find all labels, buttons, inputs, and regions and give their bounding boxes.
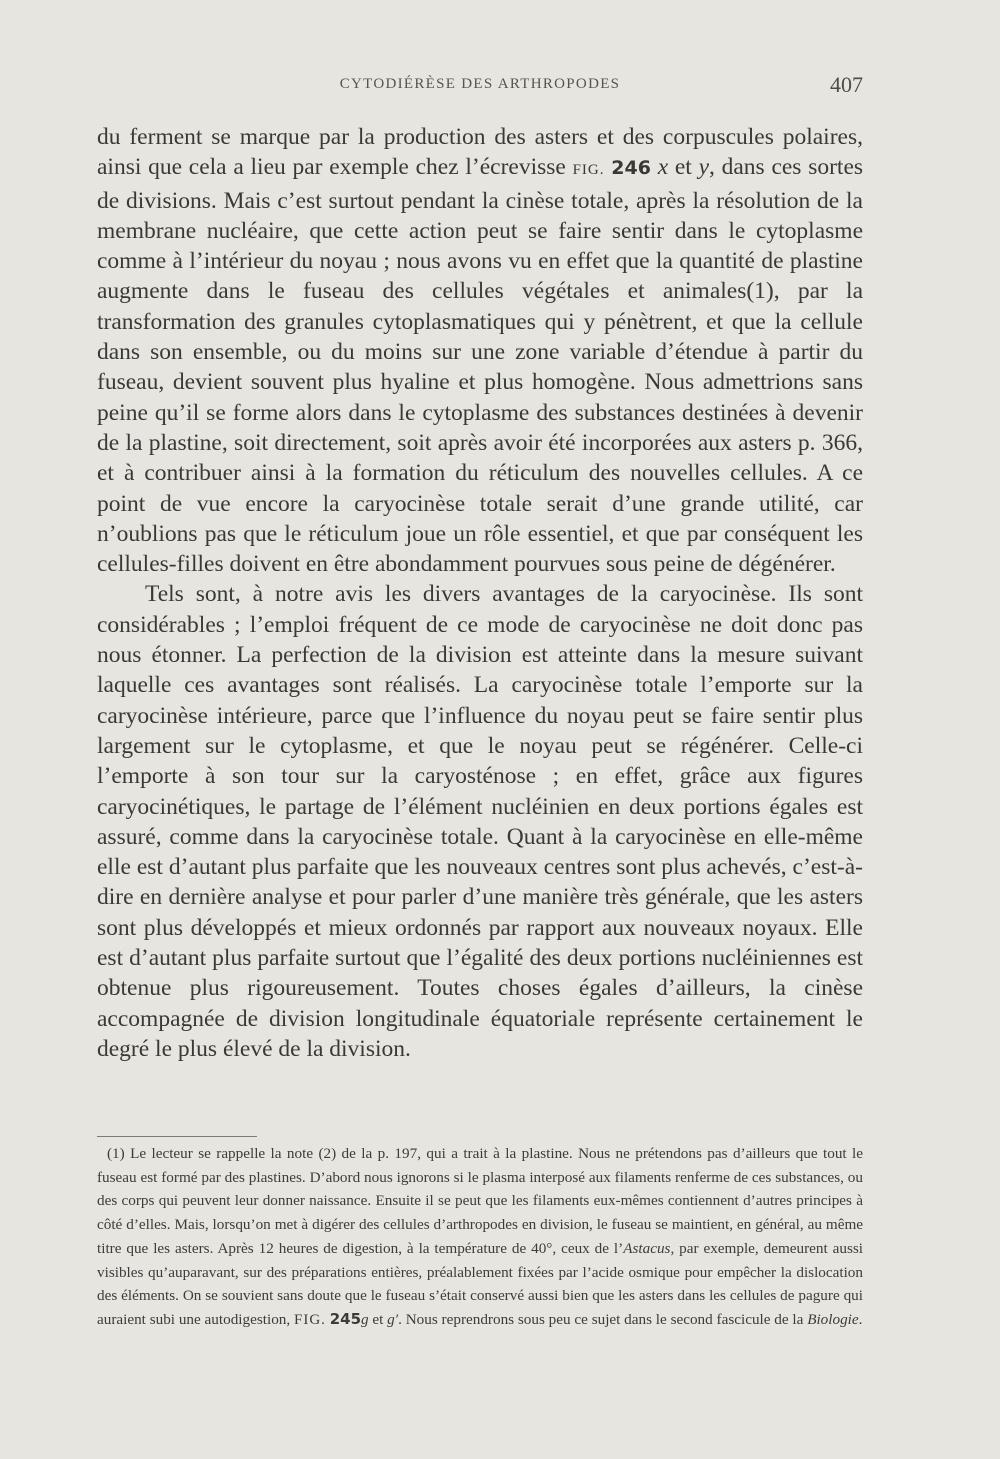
fn-biologie: Biologie (807, 1310, 859, 1328)
body-text (97, 122, 863, 1064)
footnote-1 (97, 1142, 863, 1333)
fig-part-y: y (698, 154, 710, 181)
paragraph-1 (97, 122, 863, 579)
fn-text-c: . Nous reprendrons sous peu ce sujet dans le second fascicule de la (398, 1310, 808, 1328)
fn-astacus: Astacus (623, 1239, 671, 1257)
fn-text-a: (1) Le lecteur se rappelle la note (2) de la p. 197, qui a trait à la plastine. Nous ne prétendons pas d’ailleurs que tout le fuseau est formé par des plastines. D’abord nous ignorons si le plasma interposé aux filaments renferme de ces substances, ou des corps qui peuvent leur donner naissance. Ensuite il se peut que les filaments eux-mêmes contiennent d’autres principes à côté d’elles. Mais, lorsqu’on met à digérer des cellules d’arthropodes en division, le fuseau se maintient, en général, au même titre que les asters. Après 12 heures de digestion, à la température de 40°, ceux de l’ (97, 1145, 863, 1257)
footnote (97, 1142, 863, 1333)
p1-text-b: , dans ces sortes de divisions. Mais c’est surtout pendant la cinèse totale, après la résolution de la membrane nucléaire, que cette action peut se faire sentir dans le cytoplasme comme à l’intérieur du noyau ; nous avons vu en effet que la quantité de plastine augmente dans le fuseau des cellules végétales et animales(1), par la transformation des granules cytoplasmatiques qui y pénètrent, et que la cellule dans son ensemble, ou du moins sur une zone variable d’étendue à partir du fuseau, devient souvent plus hyaline et plus homogène. Nous admettrions sans peine qu’il se forme alors dans le cytoplasme des substances destinées à devenir de la plastine, soit directement, soit après avoir été incorporées aux asters p. 366, et à contribuer ainsi à la formation du réticulum des nouvelles cellules. A ce point de vue encore la caryocinèse totale serait d’une grande utilité, car n’oublions pas que le réticulum joue un rôle essentiel, et que par conséquent les cellules-filles doivent en être abondamment pourvues sous peine de dégénérer. (97, 154, 864, 578)
footnote-rule (97, 1136, 257, 1137)
fig-part-x: x (657, 154, 669, 181)
fn-fig-g: g (361, 1310, 369, 1328)
fn-text-d: . (858, 1310, 863, 1328)
fn-et: et (368, 1310, 388, 1328)
fn-fig-g2: g′ (387, 1310, 399, 1328)
fn-fig-label: FIG. (293, 1311, 326, 1328)
running-head (97, 72, 863, 100)
page-number: 407 (830, 72, 863, 97)
p1-text-a: du ferment se marque par la production des asters et des corpuscules polaires, ainsi que cela a lieu par exemple chez l’écrevisse (97, 124, 863, 181)
p1-et: et (668, 154, 699, 181)
fig-number: 246 (611, 157, 651, 180)
fn-text-b: , par exemple, demeurent aussi visibles qu’auparavant, sur des préparations entières, préalablement fixées par l’acide osmique pour empêcher la dislocation des éléments. On se souvient sans doute que le fuseau s’était conservé aussi bien que les asters dans les cellules de pagure qui auraient subi une autodigestion, (97, 1239, 863, 1328)
fig-label: FIG. (572, 162, 605, 179)
paragraph-2: Tels sont, à notre avis les divers avantages de la caryocinèse. Ils sont considérables ; l’emploi fréquent de ce mode de caryocinèse ne doit donc pas nous étonner. La perfection de la division est atteinte dans la mesure suivant laquelle ces avantages sont réalisés. La caryocinèse totale l’emporte sur la caryocinèse intérieure, parce que l’influence du noyau peut se faire sentir plus largement sur le cytoplasme, et que le noyau peut se régénérer. Celle-ci l’emporte à son tour sur la caryosténose ; en effet, grâce aux figures caryocinétiques, le partage de l’élément nucléinien en deux portions égales est assuré, comme dans la caryocinèse totale. Quant à la caryocinèse en elle-même elle est d’autant plus parfaite que les nouveaux centres sont plus achevés, c’est-à-dire en dernière analyse et pour parler d’une manière très générale, que les asters sont plus développés et mieux ordonnés par rapport aux nouveaux noyaux. Elle est d’autant plus parfaite surtout que l’égalité des deux portions nucléiniennes est obtenue plus rigoureusement. Toutes choses égales d’ailleurs, la cinèse accompagnée de division longitudinale équatoriale représente certainement le degré le plus élevé de la division. (97, 581, 863, 1062)
running-title: CYTODIÉRÈSE DES ARTHROPODES (339, 76, 621, 92)
fn-fig-number: 245 (329, 1309, 362, 1328)
